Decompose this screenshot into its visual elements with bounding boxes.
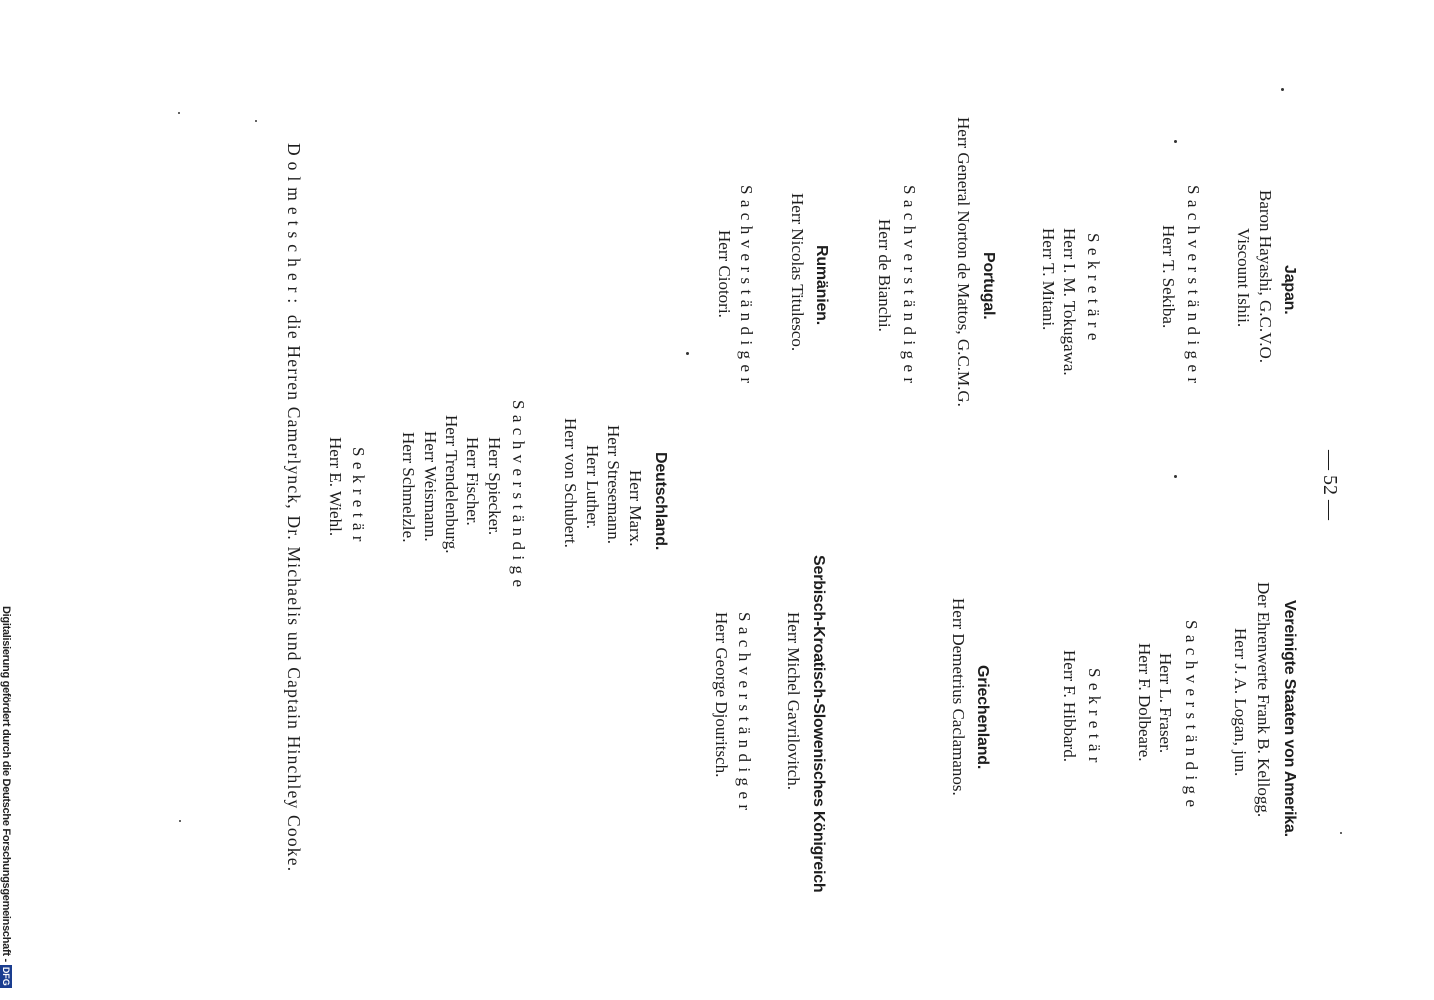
japan-delegate-2: Viscount Ishii. [1234,228,1253,328]
deutschland-delegate-3: Herr Luther. [583,445,602,530]
portugal-delegate-1: Herr General Norton de Mattos, G.C.M.G. [954,117,973,407]
japan-delegate-1: Baron Hayashi, G.C.V.O. [1256,190,1275,363]
deutschland-heading: Deutschland. [652,452,669,551]
serbien-delegate-1: Herr Michel Gavrilovitch. [784,612,803,790]
rumaenien-experts-label: Sachverständiger [737,185,756,389]
portugal-expert-1: Herr de Bianchi. [875,219,894,332]
japan-secretary-2: Herr T. Mitani. [1039,228,1058,331]
serbien-experts-label: Sachverständiger [735,612,754,816]
interpreters-text: die Herren Camerlynck, Dr. Michaelis und Captain Hinchley Cooke. [284,314,304,873]
dfg-logo-icon: DFG [1,966,11,986]
usa-delegate-1: Der Ehrenwerte Frank B. Kellogg. [1254,582,1273,818]
portugal-experts-label: Sachverständiger [900,185,919,389]
scan-speck [255,120,257,122]
usa-secretaries-label: Sekretär [1085,668,1104,768]
rumaenien-heading: Rumänien. [813,245,830,325]
rumaenien-delegate-1: Herr Nicolas Titulesco. [788,193,807,352]
rumaenien-expert-1: Herr Ciotori. [715,230,734,318]
interpreters-label: Dolmetscher: [284,143,304,310]
deutschland-delegate-4: Herr von Schubert. [561,418,580,548]
deutschland-expert-4: Herr Weismann. [421,431,440,542]
serbien-expert-1: Herr George Djouritsch. [712,612,731,778]
scan-speck [1174,475,1177,478]
scan-speck [179,820,181,822]
deutschland-delegate-1: Herr Marx. [626,470,645,547]
deutschland-expert-3: Herr Trendelenburg. [442,415,461,554]
japan-secretary-1: Herr I. M. Tokugawa. [1060,228,1079,376]
usa-experts-label: Sachverständige [1182,620,1201,813]
japan-expert-1: Herr T. Sekiba. [1159,225,1178,329]
deutschland-expert-1: Herr Spiecker. [485,437,504,536]
usa-expert-1: Herr L. Fraser. [1156,653,1175,754]
scan-speck [1340,832,1342,834]
griechenland-delegate-1: Herr Demetrius Caclamanos. [949,598,968,796]
deutschland-delegate-2: Herr Stresemann. [604,425,623,544]
deutschland-expert-5: Herr Schmelzle. [399,432,418,543]
deutschland-experts-label: Sachverständige [509,400,528,593]
interpreters-line [285,143,303,872]
scan-speck [1174,140,1177,143]
page-number: — 52 — [1319,450,1341,520]
portugal-heading: Portugal. [980,252,997,320]
japan-experts-label: Sachverständiger [1184,185,1203,389]
scan-speck [1281,88,1284,91]
deutschland-secretary-1: Herr E. Wiehl. [326,437,345,537]
usa-heading: Vereinigte Staaten von Amerika. [1281,600,1298,837]
digitization-credit-text: Digitalisierung gefördert durch die Deutsche Forschungsgemeinschaft - [0,606,12,962]
deutschland-expert-2: Herr Fischer. [463,437,482,526]
usa-expert-2: Herr F. Dolbeare. [1135,643,1154,762]
usa-secretary-1: Herr F. Hibbard. [1060,650,1079,762]
japan-secretaries-label: Sekretäre [1084,233,1103,346]
scan-speck [686,352,689,355]
digitization-credit [0,606,12,988]
usa-delegate-2: Herr J. A. Logan, jun. [1231,628,1250,777]
serbien-heading: Serbisch-Kroatisch-Slowenisches Königreich [810,555,827,893]
deutschland-secretaries-label: Sekretär [349,447,368,547]
scan-speck [178,112,180,114]
griechenland-heading: Griechenland. [974,665,991,770]
japan-heading: Japan. [1281,265,1298,315]
